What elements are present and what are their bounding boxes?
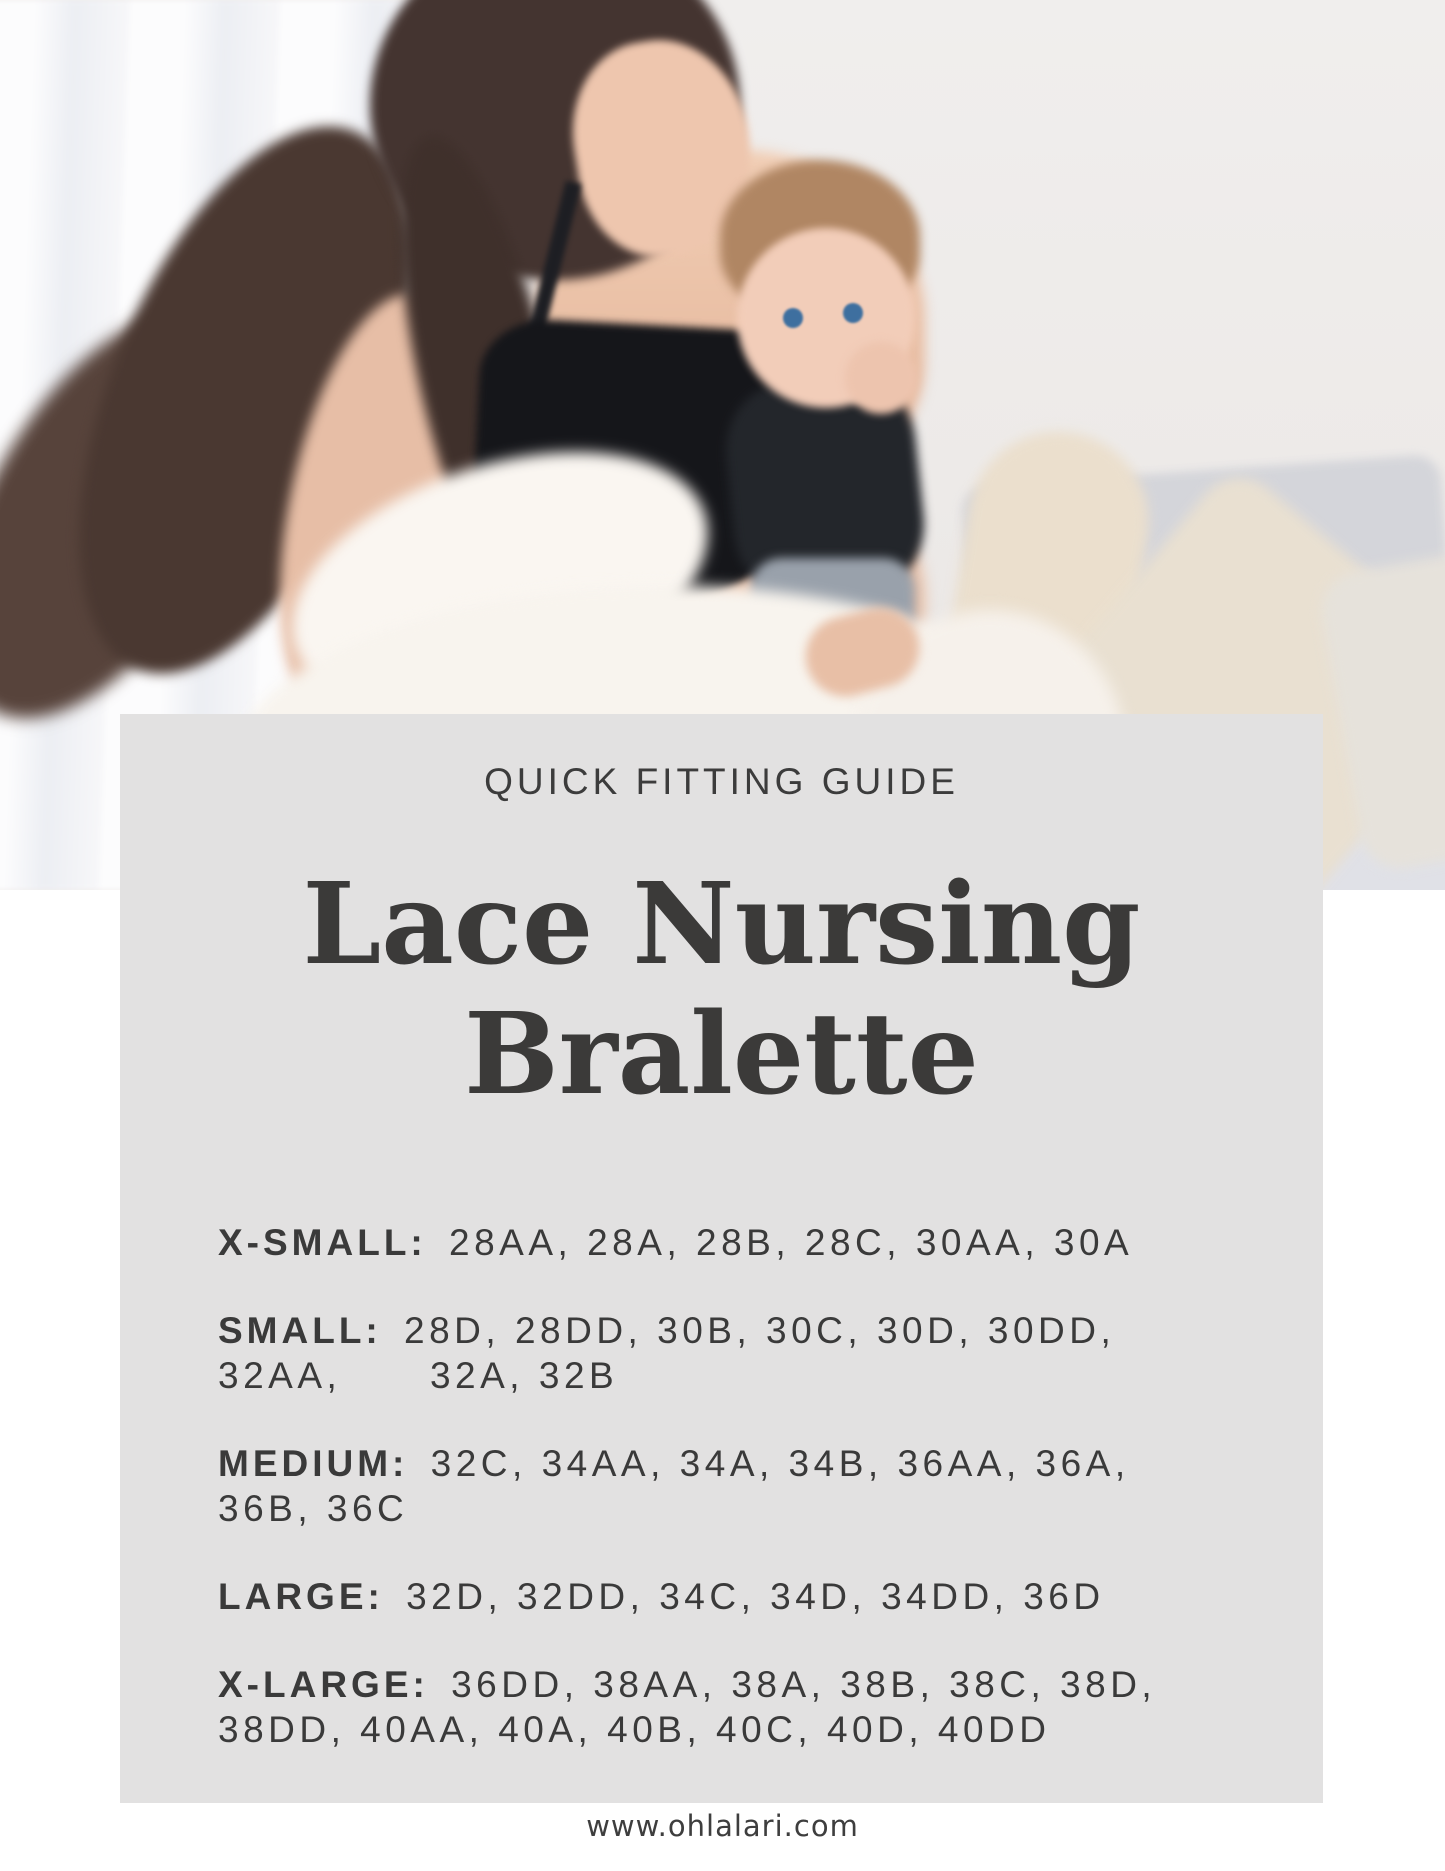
- size-values-large-line1: 32D, 32DD, 34C, 34D, 34DD, 36D: [406, 1576, 1105, 1617]
- product-title-line-2: Bralette: [464, 989, 979, 1120]
- website-url: www.ohlalari.com: [586, 1809, 859, 1843]
- size-values-small-line2: 32AA, 32A, 32B: [218, 1355, 619, 1396]
- size-row-small: [218, 1308, 1257, 1398]
- photo-baby-right-eye: [843, 303, 863, 323]
- guide-eyebrow-heading: QUICK FITTING GUIDE: [484, 761, 959, 802]
- size-values-x-small-line1: 28AA, 28A, 28B, 28C, 30AA, 30A: [449, 1222, 1134, 1263]
- size-label-x-small: X-SMALL:: [218, 1222, 427, 1263]
- size-label-x-large: X-LARGE:: [218, 1664, 429, 1705]
- size-row-large: [218, 1574, 1257, 1619]
- size-values-medium-line1: 32C, 34AA, 34A, 34B, 36AA, 36A,: [430, 1443, 1130, 1484]
- product-title: [120, 860, 1323, 1120]
- size-values-small-line1: 28D, 28DD, 30B, 30C, 30D, 30DD,: [404, 1310, 1116, 1351]
- size-chart: [218, 1220, 1257, 1795]
- fitting-guide-panel: [120, 714, 1323, 1803]
- size-row-x-large: [218, 1662, 1257, 1752]
- size-values-x-large-line1: 36DD, 38AA, 38A, 38B, 38C, 38D,: [451, 1664, 1157, 1705]
- photo-baby-fist: [845, 342, 917, 414]
- size-label-small: SMALL:: [218, 1310, 382, 1351]
- size-label-large: LARGE:: [218, 1576, 384, 1617]
- product-title-line-1: Lace Nursing: [302, 859, 1141, 990]
- photo-baby-left-eye: [783, 308, 803, 328]
- size-row-x-small: [218, 1220, 1257, 1265]
- size-values-x-large-line2: 38DD, 40AA, 40A, 40B, 40C, 40D, 40DD: [218, 1709, 1051, 1750]
- size-row-medium: [218, 1441, 1257, 1531]
- size-label-medium: MEDIUM:: [218, 1443, 409, 1484]
- size-values-medium-line2: 36B, 36C: [218, 1488, 409, 1529]
